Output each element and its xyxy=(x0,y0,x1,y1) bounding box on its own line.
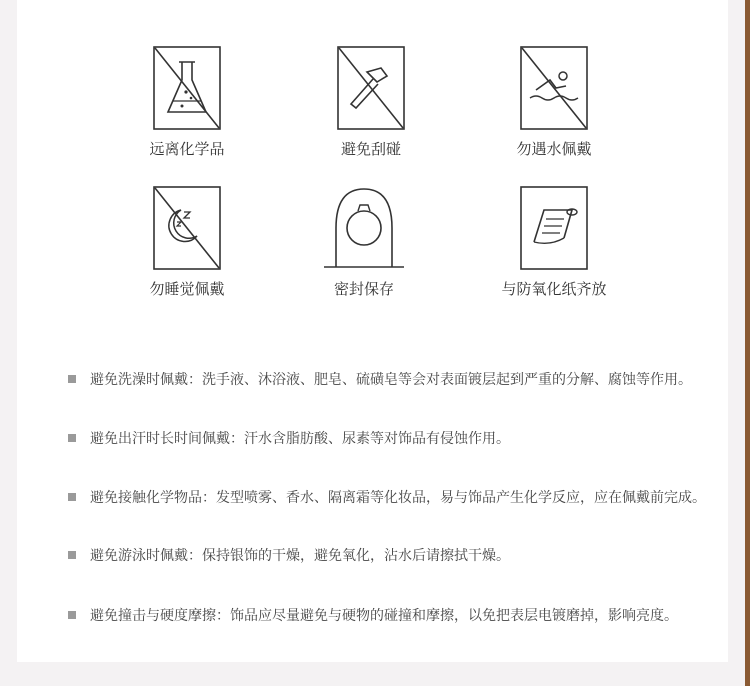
bullet-icon xyxy=(68,434,76,442)
ring-box-icon xyxy=(322,186,406,270)
care-label: 密封保存 xyxy=(333,280,394,298)
no-sleeping-icon xyxy=(153,186,221,270)
care-item-chemicals xyxy=(97,46,277,158)
no-chemical-flask-icon xyxy=(153,46,221,130)
bullet-icon xyxy=(68,551,76,559)
care-item-sleep xyxy=(97,186,277,298)
note-text: 避免出汗时长时间佩戴：汗水含脂肪酸、尿素等对饰品有侵蚀作用。 xyxy=(90,431,510,447)
bullet-icon xyxy=(68,493,76,501)
care-label: 与防氧化纸齐放 xyxy=(501,280,607,298)
note-text: 避免接触化学物品：发型喷雾、香水、隔离霜等化妆品，易与饰品产生化学反应，应在佩戴前完成。 xyxy=(90,490,706,506)
care-label: 远离化学品 xyxy=(149,140,225,158)
bullet-icon xyxy=(68,375,76,383)
care-item-anti-oxidation xyxy=(464,186,644,298)
note-text: 避免洗澡时佩戴：洗手液、沐浴液、肥皂、硫磺皂等会对表面镀层起到严重的分解、腐蚀等作用。 xyxy=(90,372,692,388)
care-item-sealed xyxy=(274,186,454,298)
care-item-water xyxy=(464,46,644,158)
care-instructions-panel xyxy=(17,0,728,662)
right-edge-stripe xyxy=(745,0,750,686)
note-text: 避免撞击与硬度摩擦：饰品应尽量避免与硬物的碰撞和摩擦，以免把表层电镀磨掉，影响亮度。 xyxy=(90,608,678,624)
care-label: 勿睡觉佩戴 xyxy=(149,280,225,298)
note-text: 避免游泳时佩戴：保持银饰的干燥，避免氧化，沾水后请擦拭干燥。 xyxy=(90,548,510,564)
bullet-icon xyxy=(68,611,76,619)
care-item-scratch xyxy=(281,46,461,158)
paper-roll-icon xyxy=(520,186,588,270)
no-swimming-icon xyxy=(520,46,588,130)
care-label: 勿遇水佩戴 xyxy=(516,140,592,158)
no-hammer-icon xyxy=(337,46,405,130)
care-label: 避免刮碰 xyxy=(340,140,401,158)
